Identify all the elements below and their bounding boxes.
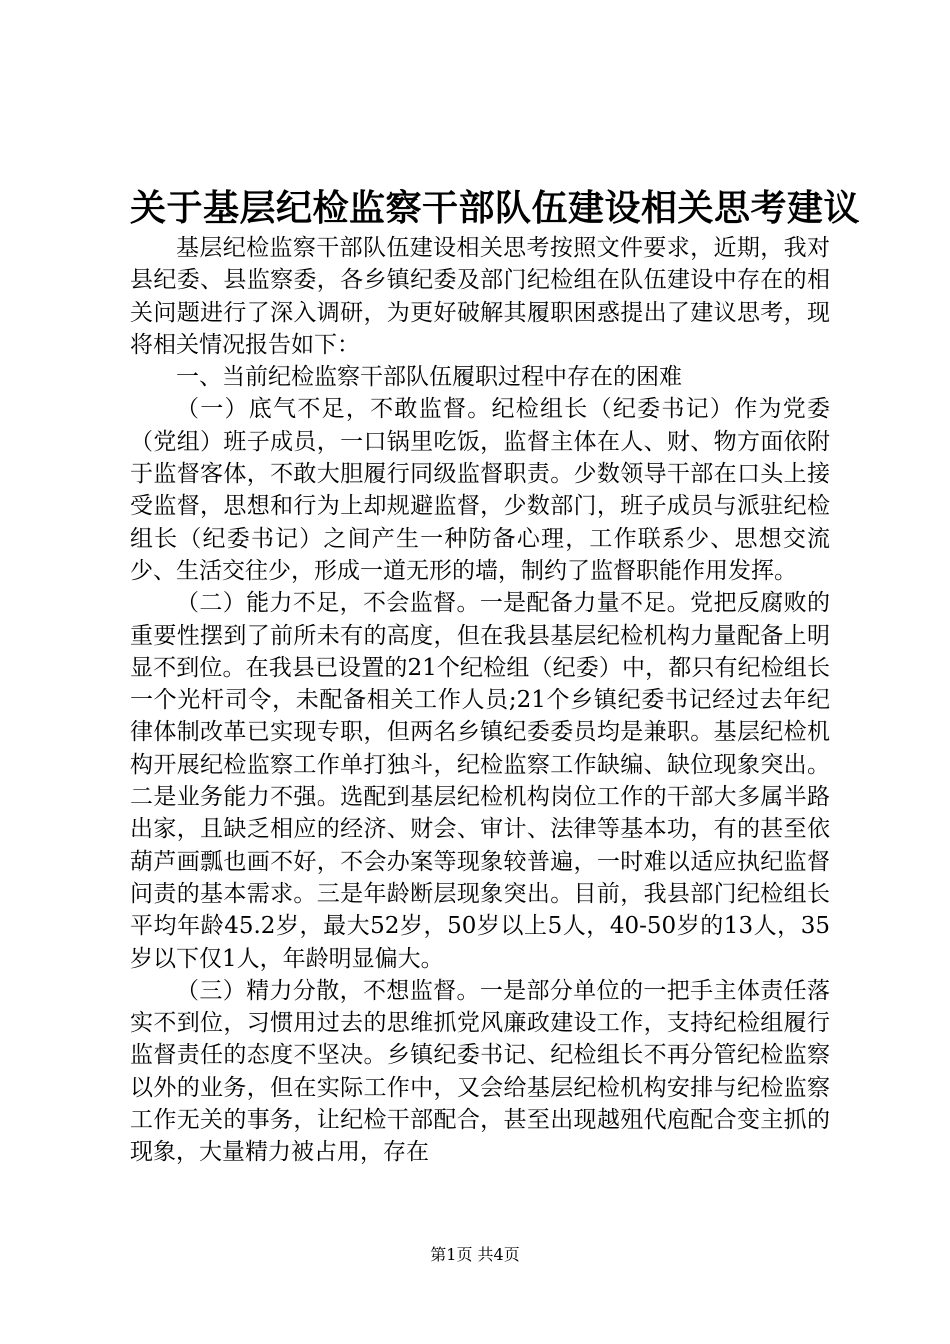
paragraph-intro: 基层纪检监察干部队伍建设相关思考按照文件要求，近期，我对县纪委、县监察委，各乡镇纪委及部门纪检组在队伍建设中存在的相关问题进行了深入调研，为更好破解其履职困惑提出了建议思考，现将相关情况报告如下： (130, 235, 830, 358)
document-body (130, 232, 830, 1169)
page-number-footer: 第1页 共4页 (430, 1245, 520, 1264)
document-title: 关于基层纪检监察干部队伍建设相关思考建议 (130, 187, 861, 229)
paragraph-insufficient-ability: （二）能力不足，不会监督。一是配备力量不足。党把反腐败的重要性摆到了前所未有的高度，但在我县基层纪检机构力量配备上明显不到位。在我县已设置的21个纪检组（纪委）中，都只有纪检组长一个光杆司令，未配备相关工作人员;21个乡镇纪委书记经过去年纪律体制改革已实现专职，但两名乡镇纪委委员均是兼职。基层纪检机构开展纪检监察工作单打独斗，纪检监察工作缺编、缺位现象突出。二是业务能力不强。选配到基层纪检机构岗位工作的干部大多属半路出家，且缺乏相应的经济、财会、审计、法律等基本功，有的甚至依葫芦画瓢也画不好，不会办案等现象较普遍，一时难以适应执纪监督问责的基本需求。三是年龄断层现象突出。目前，我县部门纪检组长平均年龄45.2岁，最大52岁，50岁以上5人，40-50岁的13人，35岁以下仅1人，年龄明显偏大。 (130, 590, 830, 972)
paragraph-insufficient-confidence: （一）底气不足，不敢监督。纪检组长（纪委书记）作为党委（党组）班子成员，一口锅里吃饭，监督主体在人、财、物方面依附于监督客体，不敢大胆履行同级监督职责。少数领导干部在口头上接受监督，思想和行为上却规避监督，少数部门，班子成员与派驻纪检组长（纪委书记）之间产生一种防备心理，工作联系少、思想交流少、生活交往少，形成一道无形的墙，制约了监督职能作用发挥。 (130, 396, 830, 584)
section-heading-difficulties: 一、当前纪检监察干部队伍履职过程中存在的困难 (176, 364, 682, 391)
paragraph-scattered-energy: （三）精力分散，不想监督。一是部分单位的一把手主体责任落实不到位，习惯用过去的思维抓党风廉政建设工作，支持纪检组履行监督责任的态度不坚决。乡镇纪委书记、纪检组长不再分管纪检监察以外的业务，但在实际工作中，又会给基层纪检机构安排与纪检监察工作无关的事务，让纪检干部配合，甚至出现越殂代庖配合变主抓的现象，大量精力被占用，存在 (130, 977, 830, 1166)
